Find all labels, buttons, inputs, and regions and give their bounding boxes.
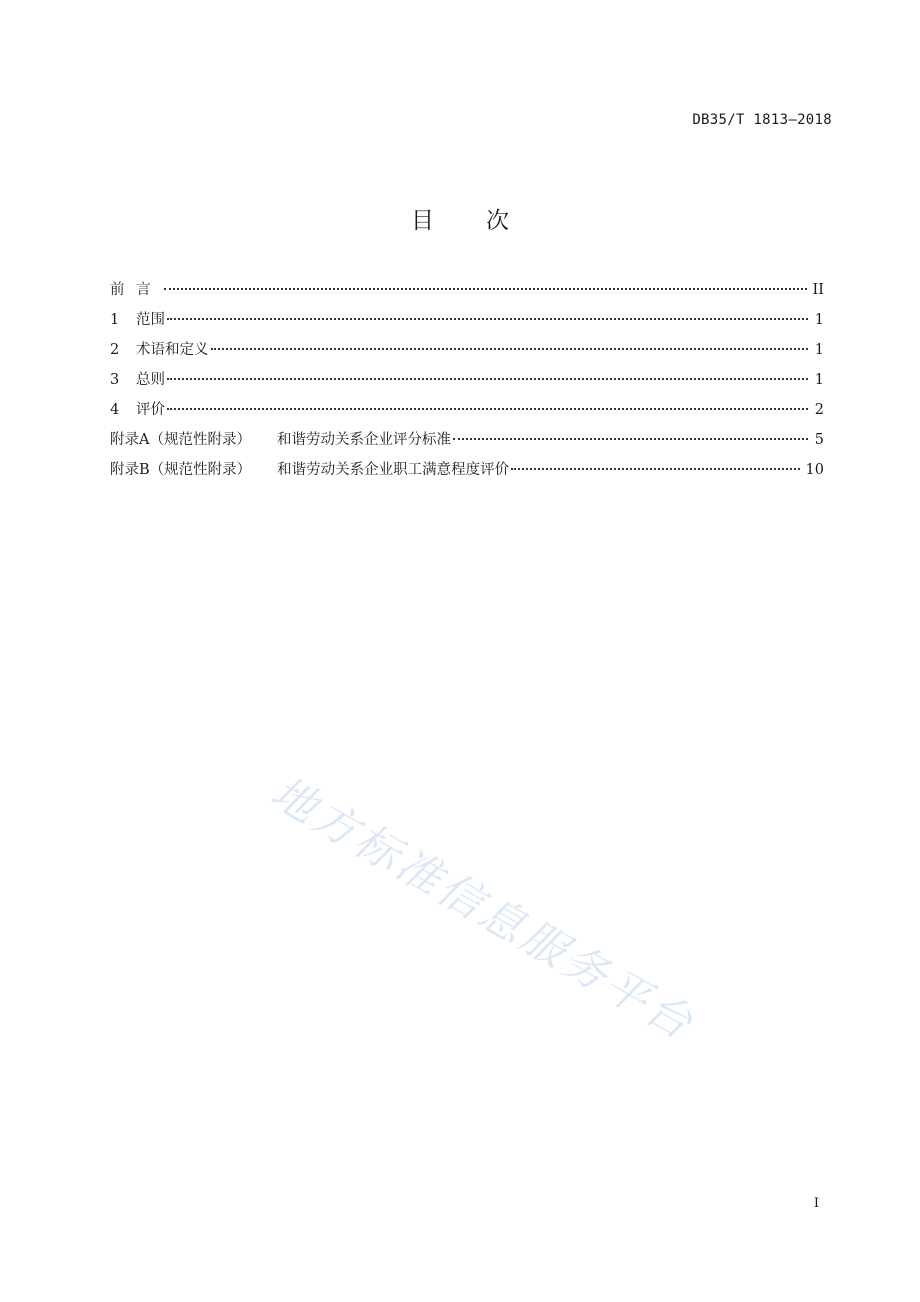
toc-appendix-prefix: 附录B（规范性附录） xyxy=(110,462,252,478)
document-code: DB35/T 1813—2018 xyxy=(692,112,832,128)
toc-dot-leader xyxy=(167,408,808,410)
toc-appendix-prefix: 附录A（规范性附录） xyxy=(110,432,251,448)
toc-entry-label: 评价 xyxy=(136,402,165,418)
toc-entry-appendix-a[interactable] xyxy=(110,428,824,458)
toc-entry-label: 范围 xyxy=(136,312,165,328)
toc-entry-page: 5 xyxy=(814,432,824,448)
toc-entry-label: 总则 xyxy=(136,372,165,388)
toc-dot-leader xyxy=(164,288,806,290)
toc-dot-leader xyxy=(167,318,808,320)
toc-entry-label: 术语和定义 xyxy=(136,342,209,358)
toc-entry-foreword[interactable] xyxy=(110,278,824,308)
toc-entry-scope[interactable] xyxy=(110,308,824,338)
toc-dot-leader xyxy=(211,348,809,350)
toc-dot-leader xyxy=(167,378,808,380)
watermark: 地方标准信息服务平台 xyxy=(262,766,704,1051)
toc-entry-label: 前言 xyxy=(110,282,163,298)
toc-entry-appendix-b[interactable] xyxy=(110,458,824,488)
toc-entry-number: 4 xyxy=(110,402,120,418)
toc-entry-label: 和谐劳动关系企业评分标准 xyxy=(276,432,451,448)
toc-entry-page: 1 xyxy=(814,342,824,358)
toc-entry-page: 10 xyxy=(805,462,824,478)
toc-entry-label: 和谐劳动关系企业职工满意程度评价 xyxy=(277,462,510,478)
toc-entry-number: 1 xyxy=(110,312,120,328)
toc-entry-evaluation[interactable] xyxy=(110,398,824,428)
toc-title: 目次 xyxy=(411,208,561,234)
page-number: I xyxy=(813,1196,819,1211)
table-of-contents xyxy=(110,278,824,488)
toc-entry-page: 1 xyxy=(814,312,824,328)
toc-entry-page: 2 xyxy=(814,402,824,418)
toc-entry-page: II xyxy=(812,282,824,298)
toc-entry-terms[interactable] xyxy=(110,338,824,368)
toc-entry-general[interactable] xyxy=(110,368,824,398)
toc-entry-page: 1 xyxy=(814,372,824,388)
toc-dot-leader xyxy=(453,438,808,440)
toc-entry-number: 2 xyxy=(110,342,120,358)
toc-entry-number: 3 xyxy=(110,372,120,388)
toc-dot-leader xyxy=(511,468,799,470)
